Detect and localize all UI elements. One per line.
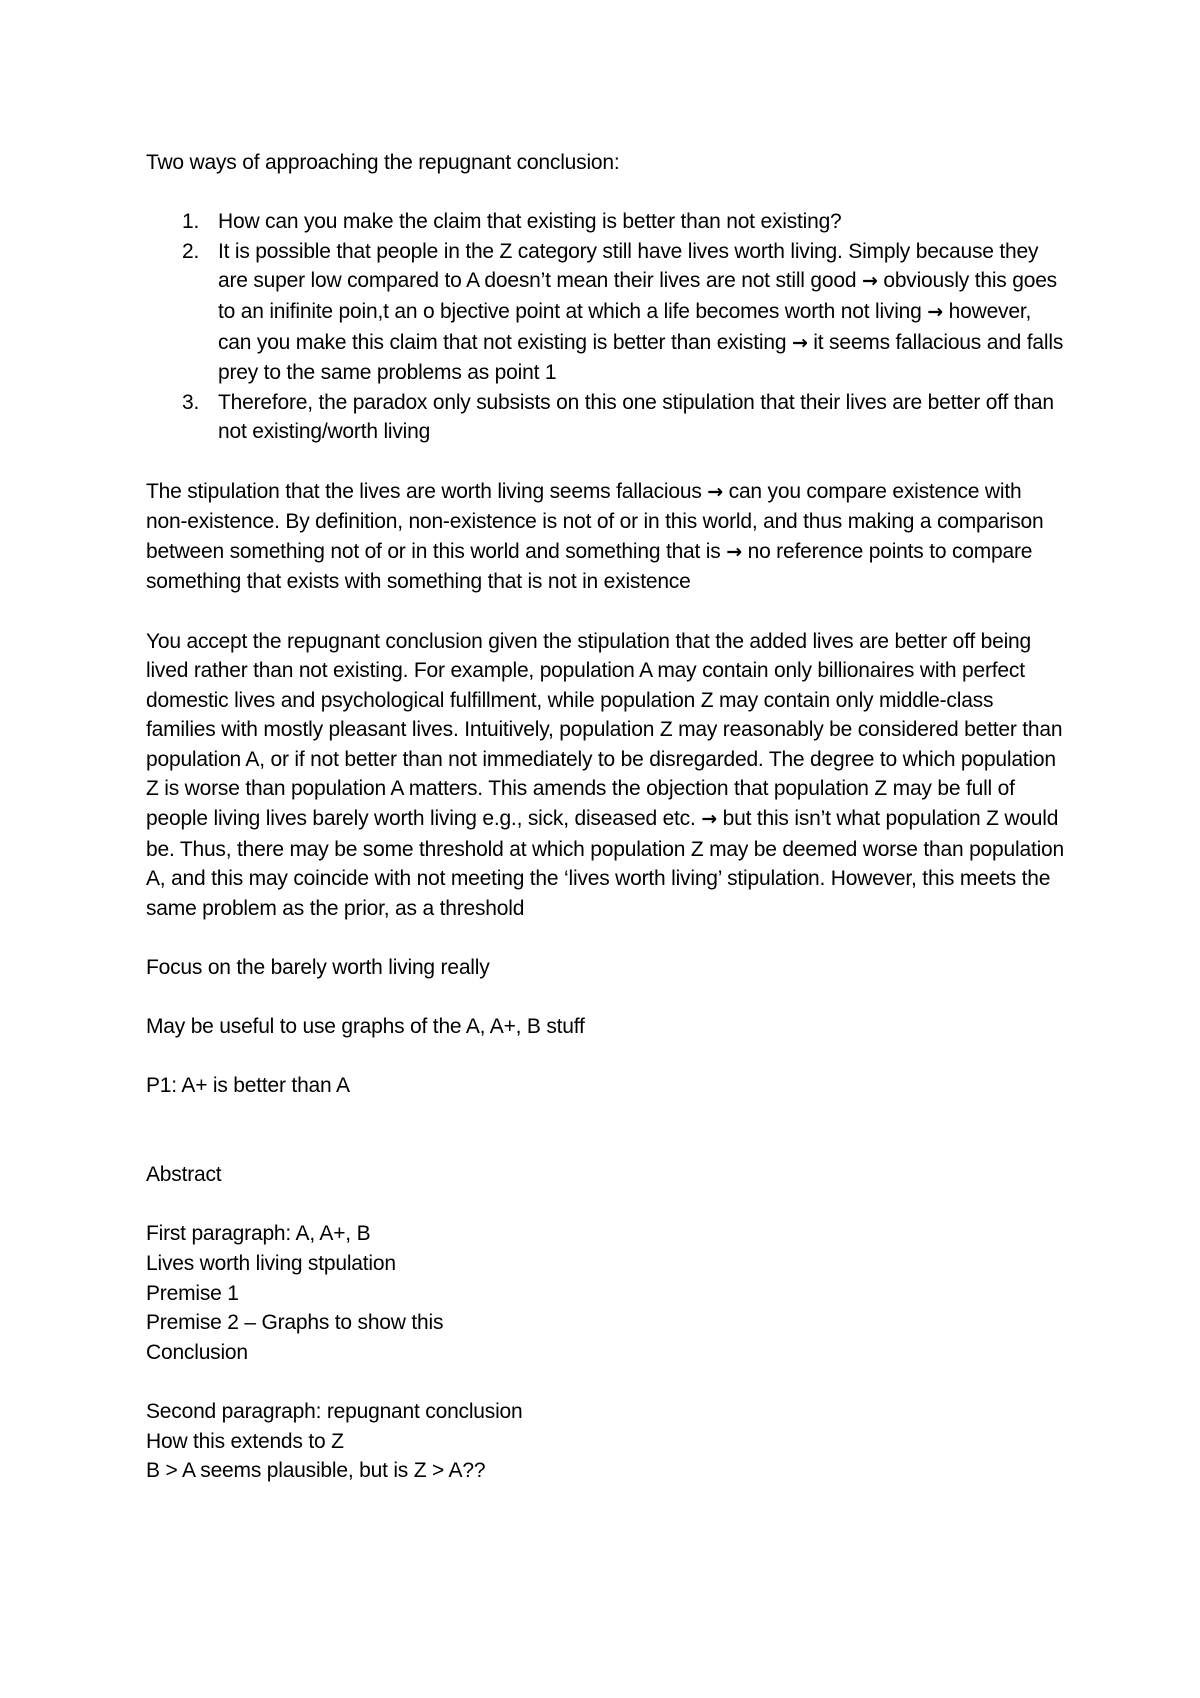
- list-item-text: It is possible that people in the Z category still have lives worth living. Simply because they are super low compared to A doesn’t mean their lives are not still good: [218, 239, 1039, 293]
- numbered-list: [146, 207, 1066, 447]
- list-item: [146, 207, 1066, 237]
- document-heading: Two ways of approaching the repugnant conclusion:: [146, 151, 620, 174]
- spacer: [146, 447, 1066, 477]
- paragraph-text: can you compare existence with non-existence. By definition, non-existence is not of or in this world, and thus making a comparison between something not of or in this world and something that is: [146, 479, 1044, 563]
- list-number: 2.: [182, 239, 200, 263]
- arrow-icon: →: [927, 300, 944, 323]
- accept-paragraph: [146, 627, 1066, 924]
- paragraph-text: You accept the repugnant conclusion given the stipulation that the added lives are better off being lived rather than not existing. For example, population A may contain only billionaires with perfect domestic lives and psychological fulfillment, while population Z may contain only middle-class families with mostly pleasant lives. Intuitively, population Z may reasonably be considered better than population A, or if not better than not immediately to be disregarded. The degree to which population Z is worse than population A matters. This amends the objection that population Z may be full of people living lives barely worth living e.g., sick, diseased etc.: [146, 629, 1063, 831]
- list-item: [146, 237, 1066, 388]
- outline-line: B > A seems plausible, but is Z > A??: [146, 1459, 486, 1483]
- outline-line: Premise 2 – Graphs to show this: [146, 1311, 444, 1335]
- arrow-icon: →: [791, 331, 808, 354]
- spacer: [146, 1190, 1066, 1220]
- list-item-text: Therefore, the paradox only subsists on this one stipulation that their lives are better off than not existing/worth living: [218, 390, 1054, 444]
- outline-line: Second paragraph: repugnant conclusion: [146, 1399, 523, 1423]
- list-number: 1.: [182, 210, 200, 234]
- outline-line: Conclusion: [146, 1340, 248, 1364]
- paragraph-text: The stipulation that the lives are worth living seems fallacious: [146, 479, 708, 503]
- arrow-icon: →: [861, 270, 878, 293]
- arrow-icon: →: [726, 540, 742, 563]
- outline-line: First paragraph: A, A+, B: [146, 1222, 371, 1246]
- paragraph-text: but this isn’t what population Z would be. Thus, there may be some threshold at which population Z may be deemed worse than population A, and this may coincide with not meeting the ‘lives worth living’ stipulation. However, this meets the same problem as the prior, as a threshold: [146, 807, 1065, 920]
- spacer: [146, 597, 1066, 627]
- first-paragraph-outline: [146, 1219, 1066, 1367]
- note-focus: Focus on the barely worth living really: [146, 956, 490, 980]
- paragraph-text: no reference points to compare something that exists with something that is not in existence: [146, 539, 1033, 594]
- outline-line: How this extends to Z: [146, 1429, 344, 1453]
- arrow-icon: →: [707, 480, 724, 503]
- spacer: [146, 1367, 1066, 1397]
- outline-line: Premise 1: [146, 1281, 239, 1305]
- list-item-text: however, can you make this claim that not existing is better than existing: [218, 299, 1032, 354]
- note-premise-1: P1: A+ is better than A: [146, 1074, 350, 1098]
- second-paragraph-outline: [146, 1397, 1066, 1486]
- document-page: [146, 148, 1066, 1486]
- spacer: [146, 983, 1066, 1013]
- list-number: 3.: [182, 390, 200, 414]
- list-item-text: How can you make the claim that existing is better than not existing?: [218, 210, 842, 234]
- spacer: [146, 1101, 1066, 1160]
- list-item: [146, 388, 1066, 447]
- spacer: [146, 1042, 1066, 1072]
- outline-line: Lives worth living stpulation: [146, 1251, 396, 1275]
- stipulation-paragraph: [146, 477, 1066, 597]
- arrow-icon: →: [701, 808, 717, 831]
- spacer: [146, 923, 1066, 953]
- list-item-text: obviously this goes to an inifinite poin,t an o bjective point at which a life becomes worth not living: [218, 269, 1057, 323]
- spacer: [146, 178, 1066, 208]
- note-graphs: May be useful to use graphs of the A, A+, B stuff: [146, 1015, 585, 1039]
- list-item-text: it seems fallacious and falls prey to the same problems as point 1: [218, 330, 1064, 385]
- abstract-title: Abstract: [146, 1163, 222, 1187]
